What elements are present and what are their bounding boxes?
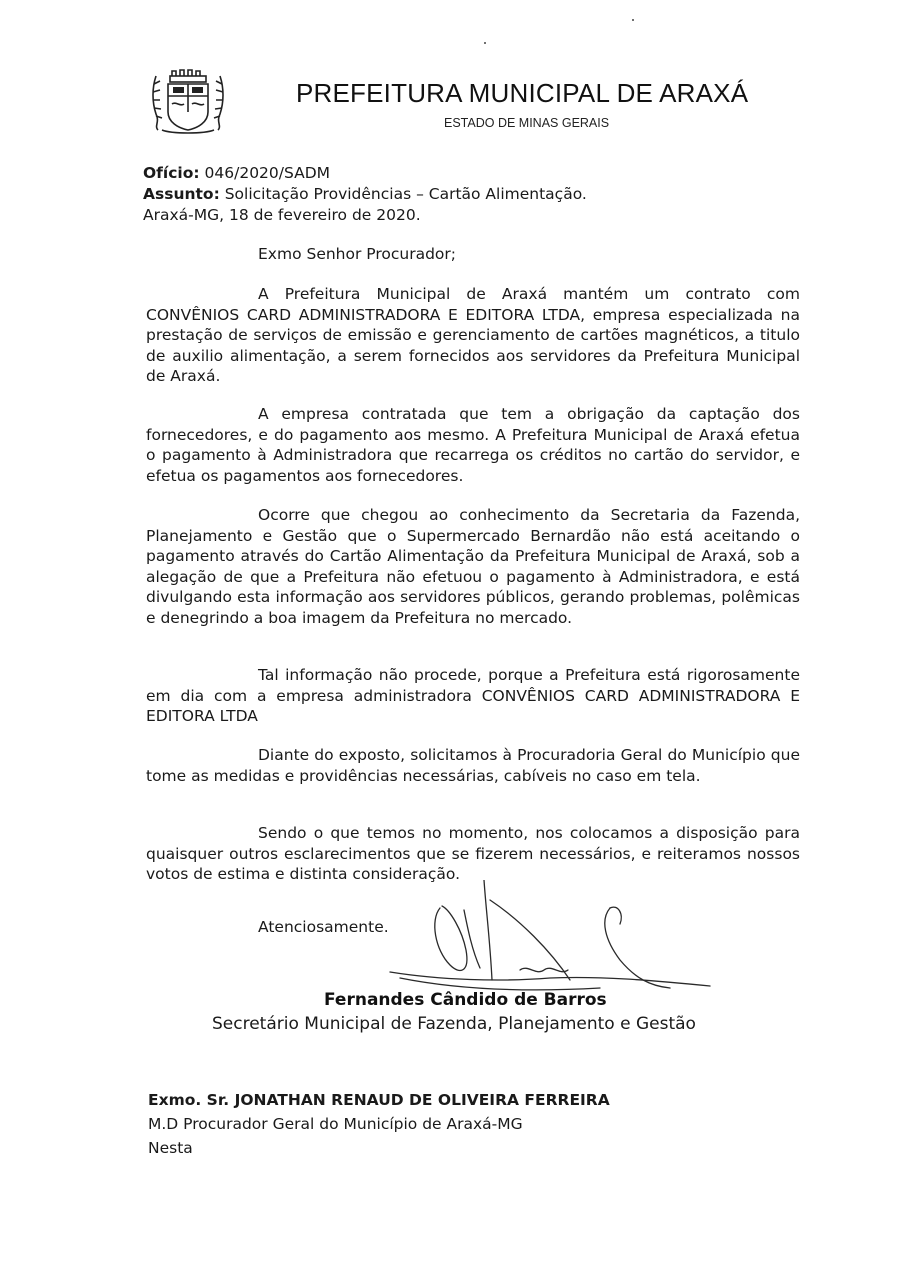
recipient-location: Nesta [148, 1139, 193, 1157]
scan-speck [484, 42, 486, 44]
signatory-name: Fernandes Cândido de Barros [324, 990, 607, 1010]
place-date: Araxá-MG, 18 de fevereiro de 2020. [143, 206, 421, 224]
paragraph-4: Tal informação não procede, porque a Prefeitura está rigorosamente em dia com a empresa administradora CONVÊNIOS CARD ADMINISTRADORA E EDITORA LTDA [146, 666, 800, 725]
greeting: Exmo Senhor Procurador; [258, 245, 457, 263]
assunto-label: Assunto: [143, 185, 220, 203]
scan-speck [632, 19, 634, 21]
paragraph-3: Ocorre que chegou ao conhecimento da Secretaria da Fazenda, Planejamento e Gestão que o Supermercado Bernardão não está aceitando o pagamento através do Cartão Alimentação da Prefeitura Municipal de Araxá, sob a alegação de que a Prefeitura não efetuou o pagamento à Administradora, e está divulgando esta informação aos servidores públicos, gerando problemas, polêmicas e denegrindo a boa imagem da Prefeitura no mercado. [146, 506, 800, 627]
oficio-label: Ofício: [143, 164, 200, 182]
recipient-prefix: Exmo. Sr. [148, 1091, 235, 1109]
oficio-value: 046/2020/SADM [199, 164, 331, 182]
oficio-line [143, 163, 587, 184]
recipient-name: JONATHAN RENAUD DE OLIVEIRA FERREIRA [234, 1091, 610, 1109]
recipient-line [148, 1088, 610, 1112]
paragraph-6: Sendo o que temos no momento, nos colocamos a disposição para quaisquer outros esclarecimentos que se fizerem necessários, e reiteramos nossos votos de estima e distinta consideração. [146, 824, 800, 883]
assunto-value: Solicitação Providências – Cartão Alimentação. [219, 185, 587, 203]
closing: Atenciosamente. [258, 918, 389, 936]
recipient-block [148, 1088, 610, 1160]
page-subtitle: ESTADO DE MINAS GERAIS [444, 116, 610, 130]
coat-of-arms-icon [148, 66, 228, 136]
assunto-line [143, 184, 587, 205]
document-meta [143, 163, 587, 226]
page-title: PREFEITURA MUNICIPAL DE ARAXÁ [296, 78, 749, 108]
paragraph-1: A Prefeitura Municipal de Araxá mantém um contrato com CONVÊNIOS CARD ADMINISTRADORA E EDITORA LTDA, empresa especializada na prestação de serviços de emissão e gerenciamento de cartões magnéticos, a titulo de auxilio alimentação, a serem fornecidos aos servidores da Prefeitura Municipal de Araxá. [146, 285, 800, 385]
signatory-role: Secretário Municipal de Fazenda, Planejamento e Gestão [212, 1014, 696, 1034]
recipient-position: M.D Procurador Geral do Município de Araxá-MG [148, 1115, 523, 1133]
paragraph-2: A empresa contratada que tem a obrigação da captação dos fornecedores, e do pagamento aos mesmo. A Prefeitura Municipal de Araxá efetua o pagamento à Administradora que recarrega os créditos no cartão do servidor, e efetua os pagamentos aos fornecedores. [146, 405, 800, 485]
paragraph-5: Diante do exposto, solicitamos à Procuradoria Geral do Município que tome as medidas e providências necessárias, cabíveis no caso em tela. [146, 746, 800, 785]
